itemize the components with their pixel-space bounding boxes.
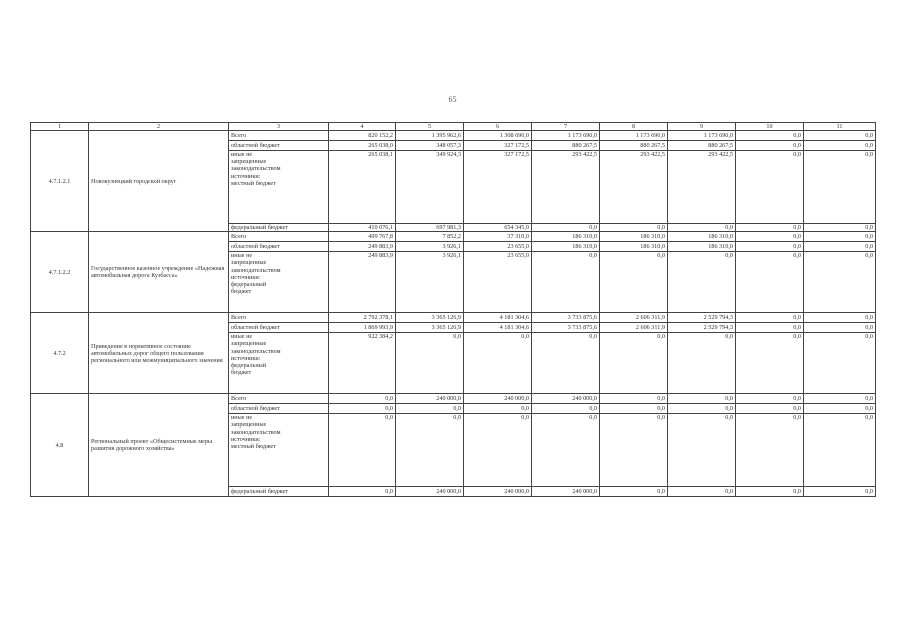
amount-cell: 0,0 — [736, 131, 804, 141]
amount-cell: 293 422,5 — [532, 151, 600, 224]
amount-cell: 265 038,0 — [329, 141, 396, 151]
amount-cell: 0,0 — [600, 333, 668, 394]
amount-cell: 2 529 794,3 — [668, 313, 736, 323]
amount-cell: 3 365 126,9 — [396, 313, 464, 323]
amount-cell: 0,0 — [736, 487, 804, 497]
amount-cell: 0,0 — [668, 333, 736, 394]
funding-source: Всего — [229, 394, 329, 404]
amount-cell: 3 926,1 — [396, 242, 464, 252]
budget-table — [30, 122, 876, 497]
amount-cell: 327 172,5 — [464, 141, 532, 151]
amount-cell: 0,0 — [736, 232, 804, 242]
amount-cell: 0,0 — [668, 487, 736, 497]
amount-cell: 23 655,0 — [464, 252, 532, 313]
amount-cell: 0,0 — [668, 224, 736, 232]
funding-source-line: запрещенные — [231, 259, 267, 267]
amount-cell: 2 529 794,3 — [668, 323, 736, 333]
amount-cell: 0,0 — [736, 333, 804, 394]
table-row — [31, 131, 876, 141]
header-cell: 5 — [396, 123, 464, 131]
funding-source-line: запрещенные — [231, 421, 267, 429]
amount-cell: 240 000,0 — [532, 394, 600, 404]
amount-cell: 240 000,0 — [464, 487, 532, 497]
header-cell: 8 — [600, 123, 668, 131]
amount-cell: 37 310,0 — [464, 232, 532, 242]
amount-cell: 0,0 — [600, 252, 668, 313]
funding-source: областной бюджет — [229, 141, 329, 151]
amount-cell: 0,0 — [464, 333, 532, 394]
funding-source — [229, 414, 329, 487]
header-row — [31, 123, 876, 131]
funding-source-line: иные не — [231, 151, 253, 159]
amount-cell: 0,0 — [804, 394, 876, 404]
funding-source-line: бюджет — [231, 287, 252, 295]
row-code: 4.8 — [31, 394, 89, 497]
amount-cell: 348 057,3 — [396, 141, 464, 151]
amount-cell: 0,0 — [600, 404, 668, 414]
funding-source: федеральный бюджет — [229, 487, 329, 497]
funding-source-line: законодательством — [231, 266, 281, 274]
amount-cell: 0,0 — [736, 242, 804, 252]
header-cell: 10 — [736, 123, 804, 131]
funding-source-line: источники: — [231, 172, 261, 180]
header-cell: 9 — [668, 123, 736, 131]
funding-source-line: источники: — [231, 435, 261, 443]
funding-source-line: запрещенные — [231, 340, 267, 348]
header-cell: 1 — [31, 123, 89, 131]
header-cell: 2 — [89, 123, 229, 131]
amount-cell: 0,0 — [804, 404, 876, 414]
amount-cell: 0,0 — [532, 333, 600, 394]
amount-cell: 0,0 — [600, 414, 668, 487]
amount-cell: 0,0 — [329, 404, 396, 414]
amount-cell: 0,0 — [736, 394, 804, 404]
amount-cell: 2 606 311,9 — [600, 313, 668, 323]
amount-cell: 23 655,0 — [464, 242, 532, 252]
amount-cell: 0,0 — [600, 224, 668, 232]
amount-cell: 0,0 — [736, 414, 804, 487]
amount-cell: 186 310,0 — [600, 232, 668, 242]
amount-cell: 0,0 — [736, 404, 804, 414]
funding-source-line: законодательством — [231, 165, 281, 173]
amount-cell: 0,0 — [804, 242, 876, 252]
amount-cell: 0,0 — [396, 414, 464, 487]
amount-cell: 0,0 — [736, 151, 804, 224]
amount-cell: 0,0 — [804, 224, 876, 232]
amount-cell: 0,0 — [804, 313, 876, 323]
amount-cell: 880 267,5 — [668, 141, 736, 151]
row-name: Приведение в нормативное состояние автомобильных дорог общего пользования регионального или межмуниципального значения — [89, 313, 229, 394]
amount-cell: 0,0 — [736, 323, 804, 333]
amount-cell: 0,0 — [396, 333, 464, 394]
funding-source-line: законодательством — [231, 347, 281, 355]
funding-source-line: законодательством — [231, 428, 281, 436]
row-code: 4.7.2 — [31, 313, 89, 394]
header-cell: 3 — [229, 123, 329, 131]
amount-cell: 880 267,5 — [532, 141, 600, 151]
funding-source-line: запрещенные — [231, 158, 267, 166]
amount-cell: 240 000,0 — [464, 394, 532, 404]
amount-cell: 327 172,5 — [464, 151, 532, 224]
amount-cell: 0,0 — [329, 487, 396, 497]
amount-cell: 249 883,9 — [329, 242, 396, 252]
amount-cell: 7 852,2 — [396, 232, 464, 242]
row-name: Государственное казенное учреждение «Надежная автомобильная дорога Кузбасса» — [89, 232, 229, 313]
funding-source — [229, 151, 329, 224]
funding-source: Всего — [229, 232, 329, 242]
amount-cell: 0,0 — [532, 404, 600, 414]
funding-source — [229, 252, 329, 313]
amount-cell: 0,0 — [668, 404, 736, 414]
amount-cell: 0,0 — [736, 141, 804, 151]
funding-source-line: федеральный — [231, 280, 267, 288]
funding-source-line: иные не — [231, 333, 253, 341]
amount-cell: 0,0 — [736, 313, 804, 323]
funding-source-line: источники: — [231, 273, 261, 281]
amount-cell: 4 181 304,6 — [464, 323, 532, 333]
amount-cell: 240 000,0 — [396, 394, 464, 404]
amount-cell: 0,0 — [804, 414, 876, 487]
header-cell: 4 — [329, 123, 396, 131]
amount-cell: 0,0 — [804, 141, 876, 151]
header-cell: 7 — [532, 123, 600, 131]
funding-source: Всего — [229, 131, 329, 141]
amount-cell: 240 000,0 — [396, 487, 464, 497]
amount-cell: 0,0 — [668, 414, 736, 487]
row-name: Региональный проект «Общесистемные меры развития дорожного хозяйства» — [89, 394, 229, 497]
amount-cell: 186 310,0 — [668, 232, 736, 242]
amount-cell: 3 733 875,6 — [532, 323, 600, 333]
amount-cell: 880 267,5 — [600, 141, 668, 151]
row-name: Новокузнецкий городской округ — [89, 131, 229, 232]
amount-cell: 0,0 — [329, 414, 396, 487]
funding-source: областной бюджет — [229, 242, 329, 252]
table-body — [31, 131, 876, 497]
amount-cell: 0,0 — [532, 224, 600, 232]
amount-cell: 186 310,0 — [600, 242, 668, 252]
funding-source-line: источники: — [231, 354, 261, 362]
amount-cell: 0,0 — [600, 487, 668, 497]
amount-cell: 293 422,5 — [668, 151, 736, 224]
amount-cell: 1 173 690,0 — [532, 131, 600, 141]
amount-cell: 1 308 690,0 — [464, 131, 532, 141]
amount-cell: 293 422,5 — [600, 151, 668, 224]
amount-cell: 0,0 — [804, 252, 876, 313]
funding-source: Всего — [229, 313, 329, 323]
amount-cell: 0,0 — [668, 394, 736, 404]
amount-cell: 922 384,2 — [329, 333, 396, 394]
amount-cell: 249 883,9 — [329, 252, 396, 313]
table-row — [31, 313, 876, 323]
amount-cell: 0,0 — [804, 333, 876, 394]
amount-cell: 0,0 — [804, 151, 876, 224]
table-row — [31, 394, 876, 404]
table-row — [31, 232, 876, 242]
amount-cell: 0,0 — [804, 323, 876, 333]
amount-cell: 0,0 — [804, 232, 876, 242]
funding-source — [229, 333, 329, 394]
amount-cell: 2 792 378,1 — [329, 313, 396, 323]
amount-cell: 240 000,0 — [532, 487, 600, 497]
amount-cell: 410 076,1 — [329, 224, 396, 232]
amount-cell: 0,0 — [668, 252, 736, 313]
amount-cell: 820 152,2 — [329, 131, 396, 141]
amount-cell: 0,0 — [804, 131, 876, 141]
amount-cell: 186 310,0 — [532, 242, 600, 252]
amount-cell: 1 173 690,0 — [600, 131, 668, 141]
amount-cell: 265 038,1 — [329, 151, 396, 224]
amount-cell: 697 981,3 — [396, 224, 464, 232]
funding-source-line: федеральный — [231, 361, 267, 369]
amount-cell: 0,0 — [736, 252, 804, 313]
amount-cell: 0,0 — [464, 404, 532, 414]
amount-cell: 186 310,0 — [532, 232, 600, 242]
funding-source-line: иные не — [231, 414, 253, 422]
amount-cell: 2 606 311,9 — [600, 323, 668, 333]
funding-source-line: местный бюджет — [231, 179, 276, 187]
amount-cell: 0,0 — [736, 224, 804, 232]
amount-cell: 3 926,1 — [396, 252, 464, 313]
amount-cell: 0,0 — [464, 414, 532, 487]
row-code: 4.7.1.2.2 — [31, 232, 89, 313]
amount-cell: 0,0 — [600, 394, 668, 404]
amount-cell: 3 365 126,9 — [396, 323, 464, 333]
amount-cell: 4 181 304,6 — [464, 313, 532, 323]
amount-cell: 3 733 875,6 — [532, 313, 600, 323]
funding-source-line: бюджет — [231, 368, 252, 376]
amount-cell: 0,0 — [804, 487, 876, 497]
amount-cell: 0,0 — [532, 414, 600, 487]
funding-source: областной бюджет — [229, 404, 329, 414]
amount-cell: 1 395 962,6 — [396, 131, 464, 141]
row-code: 4.7.1.2.1 — [31, 131, 89, 232]
amount-cell: 1 869 993,9 — [329, 323, 396, 333]
amount-cell: 0,0 — [329, 394, 396, 404]
funding-source-line: местный бюджет — [231, 442, 276, 450]
funding-source: областной бюджет — [229, 323, 329, 333]
amount-cell: 0,0 — [532, 252, 600, 313]
amount-cell: 1 173 690,0 — [668, 131, 736, 141]
header-cell: 6 — [464, 123, 532, 131]
amount-cell: 654 345,0 — [464, 224, 532, 232]
amount-cell: 186 310,0 — [668, 242, 736, 252]
amount-cell: 349 924,3 — [396, 151, 464, 224]
funding-source: федеральный бюджет — [229, 224, 329, 232]
amount-cell: 0,0 — [396, 404, 464, 414]
amount-cell: 499 767,8 — [329, 232, 396, 242]
page-number: 65 — [448, 95, 457, 104]
header-cell: 11 — [804, 123, 876, 131]
funding-source-line: иные не — [231, 252, 253, 260]
